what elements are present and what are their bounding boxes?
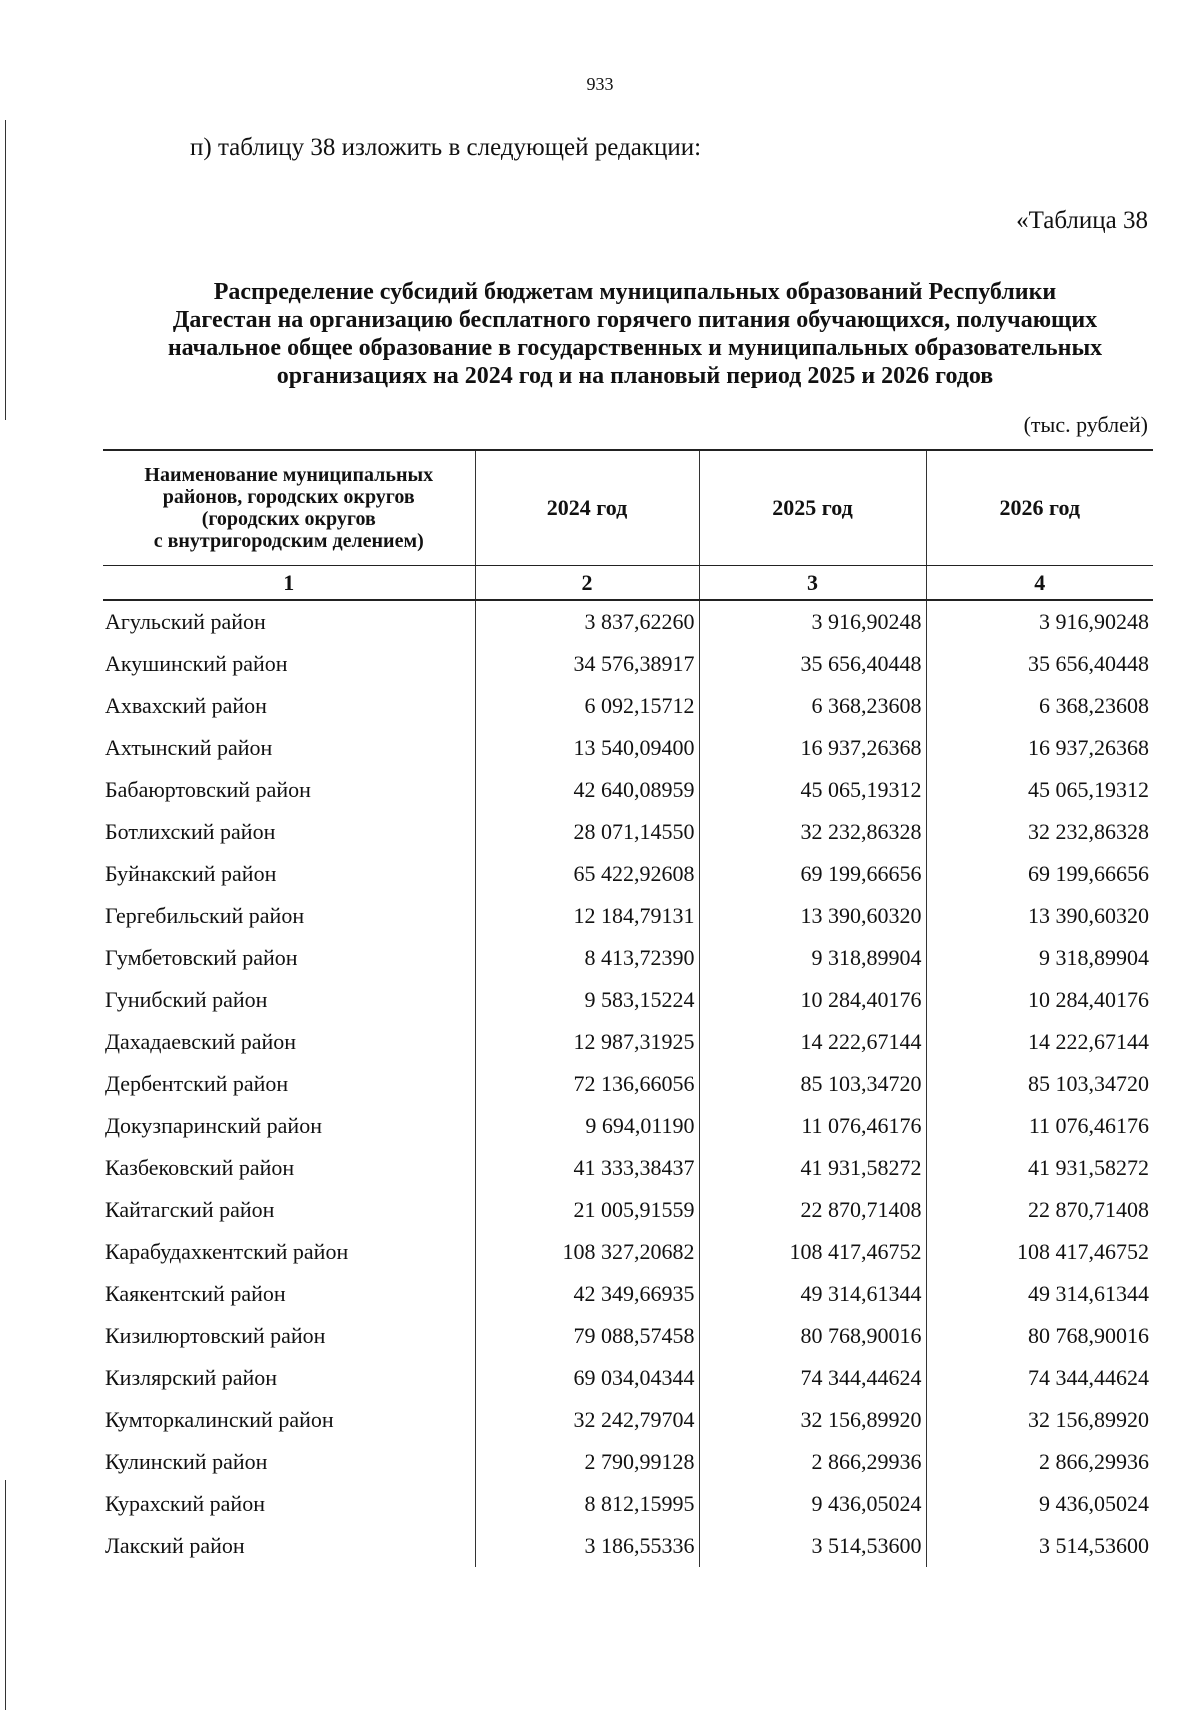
value-2025: 13 390,60320 xyxy=(699,895,926,937)
value-2024: 8 812,15995 xyxy=(475,1483,699,1525)
value-2026: 45 065,19312 xyxy=(926,769,1153,811)
value-2024: 69 034,04344 xyxy=(475,1357,699,1399)
region-name: Гунибский район xyxy=(105,987,268,1012)
title-line: Распределение субсидий бюджетам муниципальных образований Республики xyxy=(213,279,1057,305)
header-2024: 2024 год xyxy=(475,450,699,566)
value-2026: 3 514,53600 xyxy=(926,1525,1153,1567)
table-title xyxy=(110,278,1160,390)
value-2025: 11 076,46176 xyxy=(699,1105,926,1147)
value-2026: 32 156,89920 xyxy=(926,1399,1153,1441)
value-2024: 13 540,09400 xyxy=(475,727,699,769)
value-2024: 65 422,92608 xyxy=(475,853,699,895)
value-2025: 32 232,86328 xyxy=(699,811,926,853)
value-2026: 49 314,61344 xyxy=(926,1273,1153,1315)
region-name: Карабудахкентский район xyxy=(105,1239,349,1264)
value-2024: 79 088,57458 xyxy=(475,1315,699,1357)
table-row xyxy=(103,1441,1153,1483)
value-2025: 3 916,90248 xyxy=(699,600,926,643)
value-2024: 34 576,38917 xyxy=(475,643,699,685)
value-2026: 85 103,34720 xyxy=(926,1063,1153,1105)
table-row xyxy=(103,1021,1153,1063)
value-2026: 16 937,26368 xyxy=(926,727,1153,769)
table-row xyxy=(103,979,1153,1021)
value-2025: 49 314,61344 xyxy=(699,1273,926,1315)
column-numbers-row xyxy=(103,566,1153,601)
table-row xyxy=(103,685,1153,727)
table-row xyxy=(103,727,1153,769)
value-2025: 69 199,66656 xyxy=(699,853,926,895)
table-row xyxy=(103,769,1153,811)
value-2025: 41 931,58272 xyxy=(699,1147,926,1189)
table-row xyxy=(103,1147,1153,1189)
column-number: 4 xyxy=(926,566,1153,601)
value-2026: 41 931,58272 xyxy=(926,1147,1153,1189)
region-name: Ахтынский район xyxy=(105,735,273,760)
table-row xyxy=(103,1063,1153,1105)
value-2025: 10 284,40176 xyxy=(699,979,926,1021)
value-2026: 11 076,46176 xyxy=(926,1105,1153,1147)
table-row xyxy=(103,1525,1153,1567)
value-2024: 21 005,91559 xyxy=(475,1189,699,1231)
header-name xyxy=(103,450,475,566)
value-2024: 12 987,31925 xyxy=(475,1021,699,1063)
value-2025: 45 065,19312 xyxy=(699,769,926,811)
region-name: Дахадаевский район xyxy=(105,1029,297,1054)
region-name: Бабаюртовский район xyxy=(105,777,311,802)
value-2024: 42 640,08959 xyxy=(475,769,699,811)
header-2026: 2026 год xyxy=(926,450,1153,566)
value-2026: 2 866,29936 xyxy=(926,1441,1153,1483)
table-row xyxy=(103,937,1153,979)
region-name: Кизилюртовский район xyxy=(105,1323,326,1348)
table-row xyxy=(103,600,1153,643)
value-2024: 3 837,62260 xyxy=(475,600,699,643)
value-2024: 2 790,99128 xyxy=(475,1441,699,1483)
region-name: Ахвахский район xyxy=(105,693,267,718)
value-2025: 22 870,71408 xyxy=(699,1189,926,1231)
table-row xyxy=(103,1357,1153,1399)
value-2026: 6 368,23608 xyxy=(926,685,1153,727)
margin-line xyxy=(5,120,6,420)
value-2025: 14 222,67144 xyxy=(699,1021,926,1063)
value-2024: 108 327,20682 xyxy=(475,1231,699,1273)
table-row xyxy=(103,1189,1153,1231)
header-name-line: с внутригородским делением) xyxy=(153,530,424,552)
subsidy-table xyxy=(103,449,1153,1567)
value-2026: 22 870,71408 xyxy=(926,1189,1153,1231)
value-2026: 10 284,40176 xyxy=(926,979,1153,1021)
value-2025: 3 514,53600 xyxy=(699,1525,926,1567)
region-name: Кайтагский район xyxy=(105,1197,275,1222)
title-line: начальное общее образование в государственных и муниципальных образовательных xyxy=(167,335,1103,361)
table-body xyxy=(103,600,1153,1567)
value-2026: 9 318,89904 xyxy=(926,937,1153,979)
value-2024: 72 136,66056 xyxy=(475,1063,699,1105)
column-number: 1 xyxy=(103,566,475,601)
value-2025: 74 344,44624 xyxy=(699,1357,926,1399)
value-2026: 74 344,44624 xyxy=(926,1357,1153,1399)
value-2024: 28 071,14550 xyxy=(475,811,699,853)
region-name: Лакский район xyxy=(105,1533,245,1558)
table-row xyxy=(103,895,1153,937)
column-number: 3 xyxy=(699,566,926,601)
units-label: (тыс. рублей) xyxy=(1023,412,1148,437)
value-2024: 42 349,66935 xyxy=(475,1273,699,1315)
value-2025: 35 656,40448 xyxy=(699,643,926,685)
column-number: 2 xyxy=(475,566,699,601)
region-name: Каякентский район xyxy=(105,1281,286,1306)
value-2026: 35 656,40448 xyxy=(926,643,1153,685)
margin-line xyxy=(5,1480,6,1710)
value-2025: 6 368,23608 xyxy=(699,685,926,727)
region-name: Агульский район xyxy=(105,609,266,634)
table-row xyxy=(103,811,1153,853)
value-2024: 3 186,55336 xyxy=(475,1525,699,1567)
value-2025: 9 318,89904 xyxy=(699,937,926,979)
value-2025: 2 866,29936 xyxy=(699,1441,926,1483)
table-label: «Таблица 38 xyxy=(1016,207,1148,234)
header-name-line: районов, городских округов xyxy=(162,486,415,508)
value-2025: 108 417,46752 xyxy=(699,1231,926,1273)
region-name: Гергебильский район xyxy=(105,903,305,928)
value-2025: 80 768,90016 xyxy=(699,1315,926,1357)
region-name: Казбековский район xyxy=(105,1155,295,1180)
table-header-row xyxy=(103,450,1153,566)
region-name: Курахский район xyxy=(105,1491,265,1516)
value-2024: 8 413,72390 xyxy=(475,937,699,979)
header-2025: 2025 год xyxy=(699,450,926,566)
region-name: Дербентский район xyxy=(105,1071,289,1096)
value-2026: 14 222,67144 xyxy=(926,1021,1153,1063)
region-name: Кумторкалинский район xyxy=(105,1407,334,1432)
region-name: Буйнакский район xyxy=(105,861,277,886)
table-row xyxy=(103,1483,1153,1525)
value-2026: 108 417,46752 xyxy=(926,1231,1153,1273)
value-2025: 85 103,34720 xyxy=(699,1063,926,1105)
header-name-line: Наименование муниципальных xyxy=(144,464,434,486)
table-row xyxy=(103,643,1153,685)
value-2025: 9 436,05024 xyxy=(699,1483,926,1525)
region-name: Гумбетовский район xyxy=(105,945,298,970)
value-2024: 12 184,79131 xyxy=(475,895,699,937)
value-2024: 6 092,15712 xyxy=(475,685,699,727)
value-2025: 32 156,89920 xyxy=(699,1399,926,1441)
value-2026: 3 916,90248 xyxy=(926,600,1153,643)
value-2024: 32 242,79704 xyxy=(475,1399,699,1441)
value-2026: 9 436,05024 xyxy=(926,1483,1153,1525)
region-name: Акушинский район xyxy=(105,651,288,676)
table-row xyxy=(103,1399,1153,1441)
table-row xyxy=(103,853,1153,895)
value-2026: 32 232,86328 xyxy=(926,811,1153,853)
value-2024: 41 333,38437 xyxy=(475,1147,699,1189)
value-2024: 9 583,15224 xyxy=(475,979,699,1021)
table-row xyxy=(103,1273,1153,1315)
value-2026: 80 768,90016 xyxy=(926,1315,1153,1357)
table-row xyxy=(103,1231,1153,1273)
value-2026: 69 199,66656 xyxy=(926,853,1153,895)
value-2025: 16 937,26368 xyxy=(699,727,926,769)
title-line: Дагестан на организацию бесплатного горячего питания обучающихся, получающих xyxy=(172,307,1098,333)
table-row xyxy=(103,1315,1153,1357)
header-name-line: (городских округов xyxy=(201,508,376,530)
region-name: Кизлярский район xyxy=(105,1365,278,1390)
value-2024: 9 694,01190 xyxy=(475,1105,699,1147)
region-name: Ботлихский район xyxy=(105,819,276,844)
intro-text: п) таблицу 38 изложить в следующей редакции: xyxy=(190,134,702,161)
value-2026: 13 390,60320 xyxy=(926,895,1153,937)
region-name: Кулинский район xyxy=(105,1449,268,1474)
region-name: Докузпаринский район xyxy=(105,1113,322,1138)
page-number: 933 xyxy=(586,74,614,94)
title-line: организациях на 2024 год и на плановый период 2025 и 2026 годов xyxy=(276,363,994,389)
table-row xyxy=(103,1105,1153,1147)
